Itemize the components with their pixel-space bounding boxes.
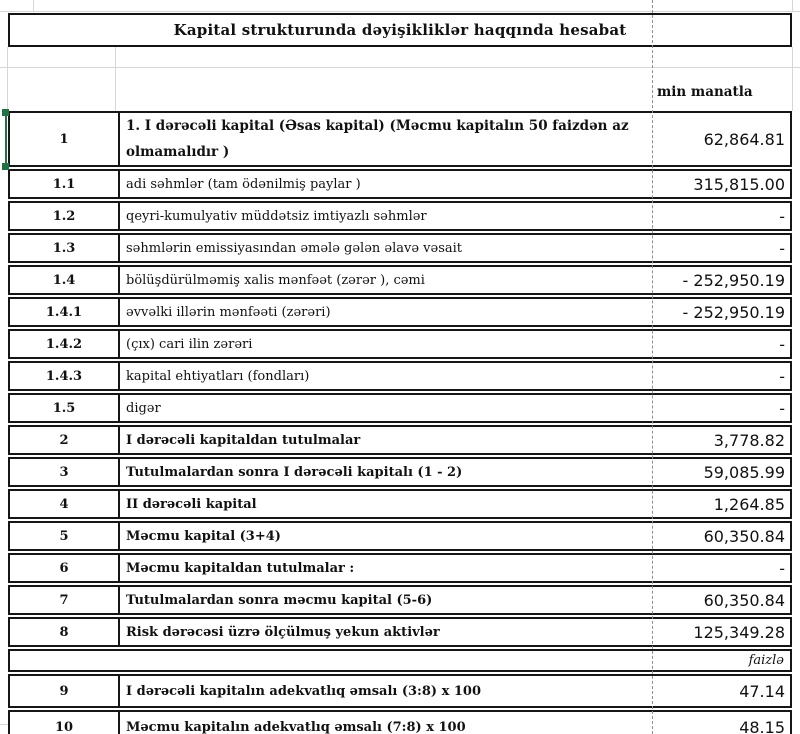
table-row <box>8 233 792 263</box>
row-value-cell[interactable]: 315,815.00 <box>693 174 785 194</box>
row-value-cell[interactable]: 62,864.81 <box>703 129 785 149</box>
row-value-cell[interactable]: - 252,950.19 <box>682 270 785 290</box>
row-number-cell[interactable]: 1.5 <box>10 395 120 421</box>
row-label-cell[interactable]: (çıx) cari ilin zərəri <box>126 336 253 352</box>
row-label-cell[interactable]: Tutulmalardan sonra I dərəcəli kapitalı (1 - 2) <box>126 464 463 480</box>
row-label-cell[interactable]: I dərəcəli kapitaldan tutulmalar <box>126 432 361 448</box>
table-row <box>8 169 792 199</box>
gridline <box>33 0 34 11</box>
percent-label[interactable]: faizlə <box>748 653 784 668</box>
table-row <box>8 489 792 519</box>
row-value-cell[interactable]: - 252,950.19 <box>682 302 785 322</box>
row-number-cell[interactable]: 2 <box>10 427 120 453</box>
table-row <box>8 710 792 734</box>
row-number-cell[interactable]: 4 <box>10 491 120 517</box>
report-table <box>8 111 792 734</box>
table-row <box>8 425 792 455</box>
row-number-cell[interactable]: 6 <box>10 555 120 581</box>
table-row <box>8 674 792 708</box>
unit-label-cell[interactable]: min manatla <box>657 84 753 100</box>
table-row <box>8 617 792 647</box>
selection-handle-icon[interactable] <box>2 109 9 116</box>
selection-handle-icon[interactable] <box>2 163 9 170</box>
row-value-cell[interactable]: - <box>779 334 785 354</box>
row-value-cell[interactable]: - <box>779 558 785 578</box>
row-label-cell[interactable]: 1. I dərəcəli kapital (Əsas kapital) (Məcmu kapitalın 50 faizdən az olmamalıdır ) <box>126 118 629 160</box>
row-label-cell[interactable]: Tutulmalardan sonra məcmu kapital (5-6) <box>126 592 433 608</box>
row-label-cell[interactable]: kapital ehtiyatları (fondları) <box>126 368 310 384</box>
row-number-cell[interactable]: 1.4.1 <box>10 299 120 325</box>
row-label-cell[interactable]: bölüşdürülməmiş xalis mənfəət (zərər ), cəmi <box>126 272 425 288</box>
row-number-cell[interactable]: 10 <box>10 712 120 734</box>
table-row <box>8 111 792 167</box>
row-number-cell[interactable]: 3 <box>10 459 120 485</box>
row-label-cell[interactable]: qeyri-kumulyativ müddətsiz imtiyazlı səhmlər <box>126 208 427 224</box>
row-value-cell[interactable]: - <box>779 206 785 226</box>
table-row <box>8 393 792 423</box>
row-label-cell[interactable]: II dərəcəli kapital <box>126 496 257 512</box>
selection-border <box>5 112 7 167</box>
table-row <box>8 521 792 551</box>
table-row <box>8 297 792 327</box>
row-number-cell[interactable]: 1.4 <box>10 267 120 293</box>
row-value-cell[interactable]: 48.15 <box>739 717 785 734</box>
row-value-cell[interactable]: 47.14 <box>739 681 785 701</box>
table-row <box>8 553 792 583</box>
gridline <box>792 47 793 111</box>
table-row <box>8 265 792 295</box>
table-row <box>8 585 792 615</box>
table-row <box>8 329 792 359</box>
row-value-cell[interactable]: - <box>779 366 785 386</box>
row-label-cell[interactable]: Məcmu kapital (3+4) <box>126 528 281 544</box>
row-value-cell[interactable]: 59,085.99 <box>703 462 785 482</box>
row-label-cell[interactable]: Məcmu kapitaldan tutulmalar : <box>126 560 355 576</box>
row-value-cell[interactable]: 1,264.85 <box>713 494 785 514</box>
row-label-cell[interactable]: digər <box>126 400 161 416</box>
row-number-cell[interactable]: 7 <box>10 587 120 613</box>
row-number-cell[interactable]: 1.3 <box>10 235 120 261</box>
report-title: Kapital strukturunda dəyişikliklər haqqında hesabat <box>173 21 627 39</box>
row-value-cell[interactable]: - <box>779 398 785 418</box>
row-number-cell[interactable]: 5 <box>10 523 120 549</box>
row-label-cell[interactable]: adi səhmlər (tam ödənilmiş paylar ) <box>126 176 361 192</box>
row-value-cell[interactable]: 60,350.84 <box>703 526 785 546</box>
row-number-cell[interactable]: 1 <box>10 113 120 165</box>
row-label-cell[interactable]: Məcmu kapitalın adekvatlıq əmsalı (7:8) x 100 <box>126 719 466 734</box>
row-number-cell[interactable]: 1.4.2 <box>10 331 120 357</box>
row-number-cell[interactable]: 1.4.3 <box>10 363 120 389</box>
table-row <box>8 361 792 391</box>
row-label-cell[interactable]: əvvəlki illərin mənfəəti (zərəri) <box>126 304 331 320</box>
gridline <box>792 0 793 11</box>
row-label-cell[interactable]: Risk dərəcəsi üzrə ölçülmuş yekun aktivlər <box>126 624 440 640</box>
gridline <box>0 67 800 68</box>
row-value-cell[interactable]: 3,778.82 <box>713 430 785 450</box>
row-value-cell[interactable]: 125,349.28 <box>693 622 785 642</box>
gridline <box>7 47 8 111</box>
row-number-cell[interactable]: 8 <box>10 619 120 645</box>
gridline <box>0 11 800 12</box>
row-number-cell[interactable]: 1.2 <box>10 203 120 229</box>
gridline <box>115 47 116 111</box>
table-row <box>8 201 792 231</box>
row-number-cell[interactable]: 1.1 <box>10 171 120 197</box>
row-number-cell[interactable]: 9 <box>10 676 120 706</box>
report-title-cell[interactable] <box>8 13 792 47</box>
percent-separator-row <box>8 649 792 672</box>
row-label-cell[interactable]: səhmlərin emissiyasından əmələ gələn əlavə vəsait <box>126 240 463 256</box>
row-label-cell[interactable]: I dərəcəli kapitalın adekvatlıq əmsalı (3:8) x 100 <box>126 683 481 699</box>
row-value-cell[interactable]: 60,350.84 <box>703 590 785 610</box>
table-row <box>8 457 792 487</box>
row-value-cell[interactable]: - <box>779 238 785 258</box>
